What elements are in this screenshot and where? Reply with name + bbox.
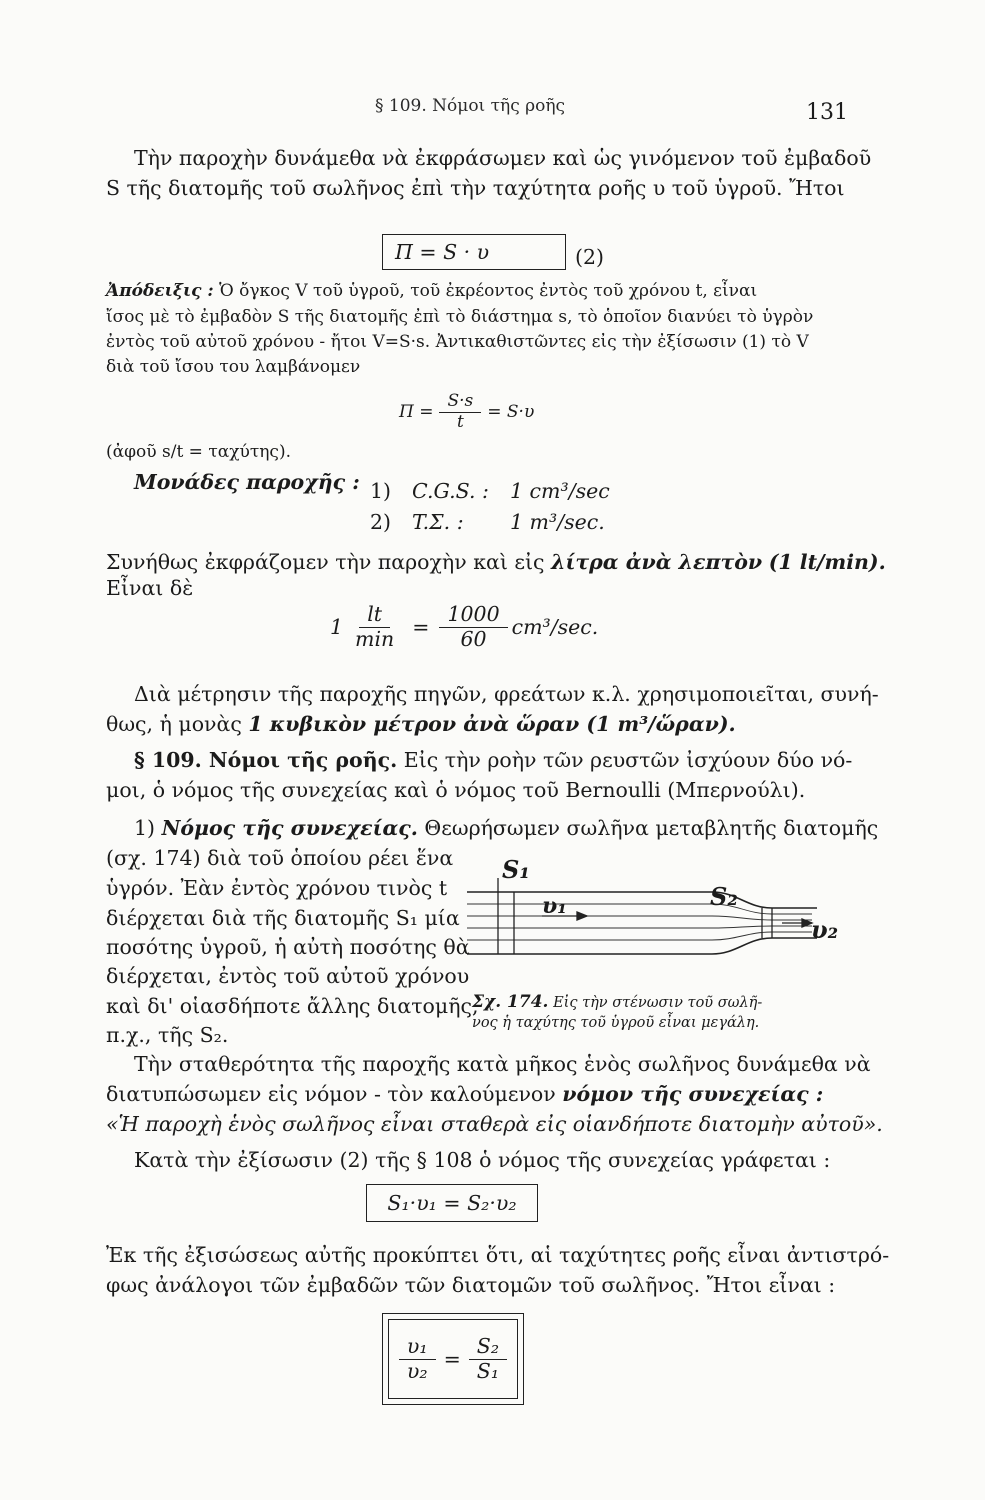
eq-ss-lhs: Π = <box>399 402 434 423</box>
units-title: Μονάδες παροχῆς : <box>134 470 360 494</box>
eq-ss-fraction <box>439 392 481 432</box>
units-item-2-number: 2) <box>370 510 392 534</box>
litres-text: Συνήθως ἐκφράζομεν τὴν παροχὴν καὶ εἰς <box>106 550 545 574</box>
ratio-equation-box <box>388 1319 518 1399</box>
eq-ss-rhs: = S·υ <box>487 402 535 423</box>
litres-line-2: Εἶναι δὲ <box>106 576 194 600</box>
const-line-3: «Ἡ παροχὴ ἑνὸς σωλῆνος εἶναι σταθερὰ εἰς οἱανδήποτε διατομὴν αὐτοῦ». <box>106 1112 883 1136</box>
proof-text-1: Ὁ ὄγκος V τοῦ ὑγροῦ, τοῦ ἐκρέοντος ἐντὸς τοῦ χρόνου t, εἶναι <box>219 281 758 301</box>
section-109-line-1 <box>134 745 852 775</box>
ratio-num-left: υ₁ <box>399 1335 436 1360</box>
proof-line-3: ἐντὸς τοῦ αὐτοῦ χρόνου - ἤτοι V=S·s. Ἀντικαθιστῶντες εἰς τὴν ἐξίσωσιν (1) τὸ V <box>106 332 809 352</box>
eq-lt-one: 1 <box>330 615 344 640</box>
const-line-1: Τὴν σταθερότητα τῆς παροχῆς κατὰ μῆκος ἑνὸς σωλῆνος δυνάμεθα νὰ <box>134 1052 871 1076</box>
units-item-2-system: T.Σ. : <box>412 510 464 534</box>
continuity-equation-box: S₁·υ₁ = S₂·υ₂ <box>366 1184 538 1222</box>
ratio-den-right: S₁ <box>476 1358 500 1383</box>
running-header: § 109. Νόμοι τῆς ροῆς <box>375 96 566 116</box>
law1-line-7: καὶ δι' οἱασδήποτε ἄλλης διατομῆς, <box>106 994 479 1018</box>
units-item-1-value: 1 cm³/sec <box>510 479 610 503</box>
page-number: 131 <box>806 100 848 125</box>
litres-line-1 <box>106 547 886 577</box>
equation-litre-conversion <box>330 603 598 651</box>
section-109-line-2: μοι, ὁ νόμος τῆς συνεχείας καὶ ὁ νόμος τοῦ Bernoulli (Μπερνούλι). <box>106 778 806 802</box>
eq-lt-fraction-1 <box>347 603 402 651</box>
intro-line-1: Τὴν παροχὴν δυνάμεθα νὰ ἐκφράσωμεν καὶ ὡς γινόμενον τοῦ ἐμβαδοῦ <box>134 146 872 170</box>
law1-heading <box>134 813 878 843</box>
ratio-den-left: υ₂ <box>406 1358 428 1383</box>
proof-line-2: ἴσος μὲ τὸ ἐμβαδὸν S τῆς διατομῆς ἐπὶ τὸ διάστημα s, τὸ ὁποῖον διανύει τὸ ὑγρὸν <box>106 307 814 327</box>
pipe-top-wall <box>467 892 817 908</box>
figure-caption-line-2: νος ἡ ταχύτης τοῦ ὑγροῦ εἶναι μεγάλη. <box>472 1015 760 1031</box>
units-item-1-number: 1) <box>370 479 392 503</box>
law1-title: Νόμος τῆς συνεχείας. <box>161 816 418 840</box>
const-law-name: νόμον τῆς συνεχείας : <box>562 1082 824 1106</box>
law1-line-2: (σχ. 174) διὰ τοῦ ὁποίου ρέει ἕνα <box>106 846 454 870</box>
law1-line-4: διέρχεται διὰ τῆς διατομῆς S₁ μία <box>106 906 460 930</box>
eq-lt-num-1: lt <box>359 603 390 628</box>
law1-line-6: διέρχεται, ἐντὸς τοῦ αὐτοῦ χρόνου <box>106 964 470 988</box>
law1-number: 1) <box>134 816 156 840</box>
law1-line-8: π.χ., τῆς S₂. <box>106 1023 229 1047</box>
equation-2-box: Π = S · υ <box>382 234 566 270</box>
const-text: διατυπώσωμεν εἰς νόμον - τὸν καλούμενον <box>106 1082 556 1106</box>
const-line-4: Κατὰ τὴν ἐξίσωσιν (2) τῆς § 108 ὁ νόμος τῆς συνεχείας γράφεται : <box>134 1148 831 1172</box>
inverse-line-2: φως ἀνάλογοι τῶν ἐμβαδῶν τῶν διατομῶν τοῦ σωλῆνος. Ἤτοι εἶναι : <box>106 1273 836 1297</box>
eq-lt-equals: = <box>412 615 430 640</box>
law1-heading-text: Θεωρήσωμεν σωλῆνα μεταβλητῆς διατομῆς <box>424 816 879 840</box>
ratio-fraction-right <box>469 1335 507 1383</box>
intro-line-2: S τῆς διατομῆς τοῦ σωλῆνος ἐπὶ τὴν ταχύτητα ροῆς υ τοῦ ὑγροῦ. Ἤτοι <box>106 176 845 200</box>
inverse-line-1: Ἐκ τῆς ἐξισώσεως αὐτῆς προκύπτει ὅτι, αἱ ταχύτητες ροῆς εἶναι ἀντιστρό- <box>106 1243 890 1267</box>
proof-line-4: διὰ τοῦ ἴσου του λαμβάνομεν <box>106 357 361 377</box>
proof-line-1 <box>106 279 757 303</box>
eq-lt-fraction-2 <box>439 603 507 651</box>
litres-emphasis: λίτρα ἀνὰ λεπτὸν <box>551 550 763 574</box>
equation-flow-derivation <box>399 392 534 432</box>
eq-lt-unit: cm³/sec. <box>511 615 599 640</box>
measure-line-2 <box>106 709 736 739</box>
ratio-equals: = <box>443 1347 461 1371</box>
measure-text: θως, ἡ μονὰς <box>106 712 242 736</box>
law1-line-3: ὑγρόν. Ἐὰν ἐντὸς χρόνου τινὸς t <box>106 876 448 900</box>
proof-lead: Ἀπόδειξις : <box>106 281 214 301</box>
label-s2: S₂ <box>710 882 738 911</box>
units-item-2-value: 1 m³/sec. <box>510 510 605 534</box>
litres-unit: (1 lt/min). <box>768 550 886 574</box>
eq-ss-numerator: S·s <box>439 392 481 413</box>
label-s1: S₁ <box>502 855 530 884</box>
ratio-num-right: S₂ <box>469 1335 507 1360</box>
eq-ss-denominator: t <box>456 411 464 432</box>
measure-emphasis: 1 κυβικὸν μέτρον ἀνὰ ὥραν (1 m³/ὥραν). <box>248 712 736 736</box>
ratio-fraction-left <box>399 1335 436 1383</box>
const-line-2 <box>106 1079 823 1109</box>
eq-lt-den-2: 60 <box>460 626 487 651</box>
figure-caption-text-1: Εἰς τὴν στένωσιν τοῦ σωλῆ- <box>553 995 763 1011</box>
eq-lt-num-2: 1000 <box>439 603 507 628</box>
figure-caption-line-1 <box>472 993 762 1013</box>
law1-line-5: ποσότης ὑγροῦ, ἡ αὐτὴ ποσότης θὰ <box>106 935 470 959</box>
section-109-title: § 109. Νόμοι τῆς ροῆς. <box>134 748 398 772</box>
units-item-1-system: C.G.S. : <box>412 479 489 503</box>
label-v2: υ₂ <box>811 915 839 944</box>
eq-lt-den-1: min <box>355 626 395 651</box>
section-109-text: Εἰς τὴν ροὴν τῶν ρευστῶν ἰσχύουν δύο νό- <box>403 748 853 772</box>
label-v1: υ₁ <box>542 893 567 919</box>
measure-line-1: Διὰ μέτρησιν τῆς παροχῆς πηγῶν, φρεάτων κ.λ. χρησιμοποιεῖται, συνή- <box>134 682 879 706</box>
since-note: (ἀφοῦ s/t = ταχύτης). <box>106 442 291 462</box>
figure-caption-label: Σχ. 174. <box>472 992 549 1012</box>
equation-2-label: (2) <box>575 245 605 269</box>
